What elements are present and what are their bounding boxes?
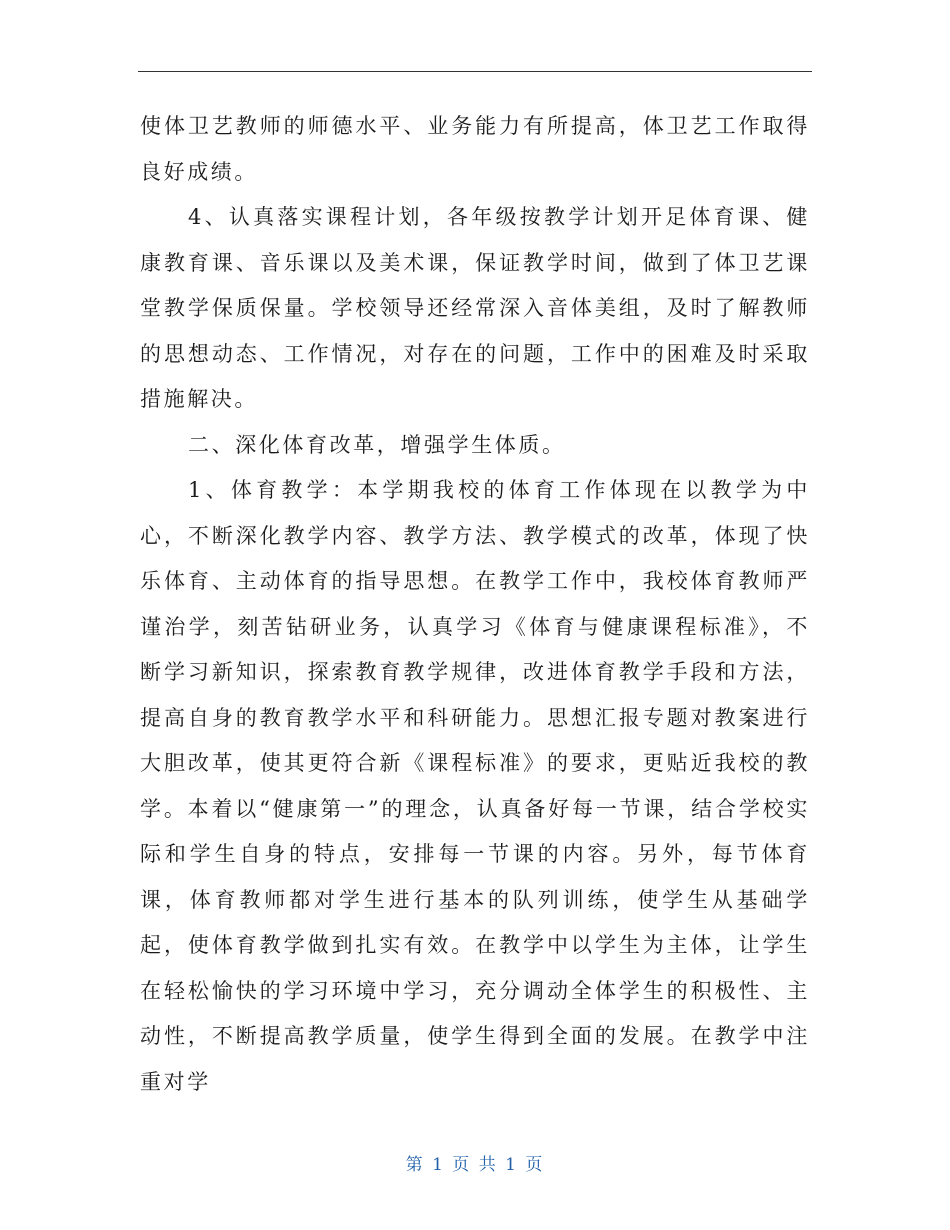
header-rule <box>138 71 812 72</box>
page-number-label: 第 1 页 共 1 页 <box>405 1155 545 1175</box>
paragraph-item-1-pe-teaching: 1、体育教学：本学期我校的体育工作体现在以教学为中心，不断深化教学内容、教学方法、教学模式的改革，体现了快乐体育、主动体育的指导思想。在教学工作中，我校体育教师严谨治学，刻苦钻研业务，认真学习《体育与健康课程标准》，不断学习新知识，探索教育教学规律，改进体育教学手段和方法，提高自身的教育教学水平和科研能力。思想汇报专题对教案进行大胆改革，使其更符合新《课程标准》的要求，更贴近我校的教学。本着以“健康第一”的理念，认真备好每一节课，结合学校实际和学生自身的特点，安排每一节课的内容。另外，每节体育课，体育教师都对学生进行基本的队列训练，使学生从基础学起，使体育教学做到扎实有效。在教学中以学生为主体，让学生在轻松愉快的学习环境中学习，充分调动全体学生的积极性、主动性，不断提高教学质量，使学生得到全面的发展。在教学中注重对学 <box>140 478 810 1094</box>
paragraph-continuation: 使体卫艺教师的师德水平、业务能力有所提高，体卫艺工作取得良好成绩。 <box>140 114 810 184</box>
paragraph-item-4: 4、认真落实课程计划，各年级按教学计划开足体育课、健康教育课、音乐课以及美术课，保证教学时间，做到了体卫艺课堂教学保质保量。学校领导还经常深入音体美组，及时了解教师的思想动态、工作情况，对存在的问题，工作中的困难及时采取措施解决。 <box>140 205 810 411</box>
section-heading-2: 二、深化体育改革，增强学生体质。 <box>188 432 566 457</box>
page-footer <box>0 1150 950 1175</box>
document-body <box>140 104 810 1105</box>
